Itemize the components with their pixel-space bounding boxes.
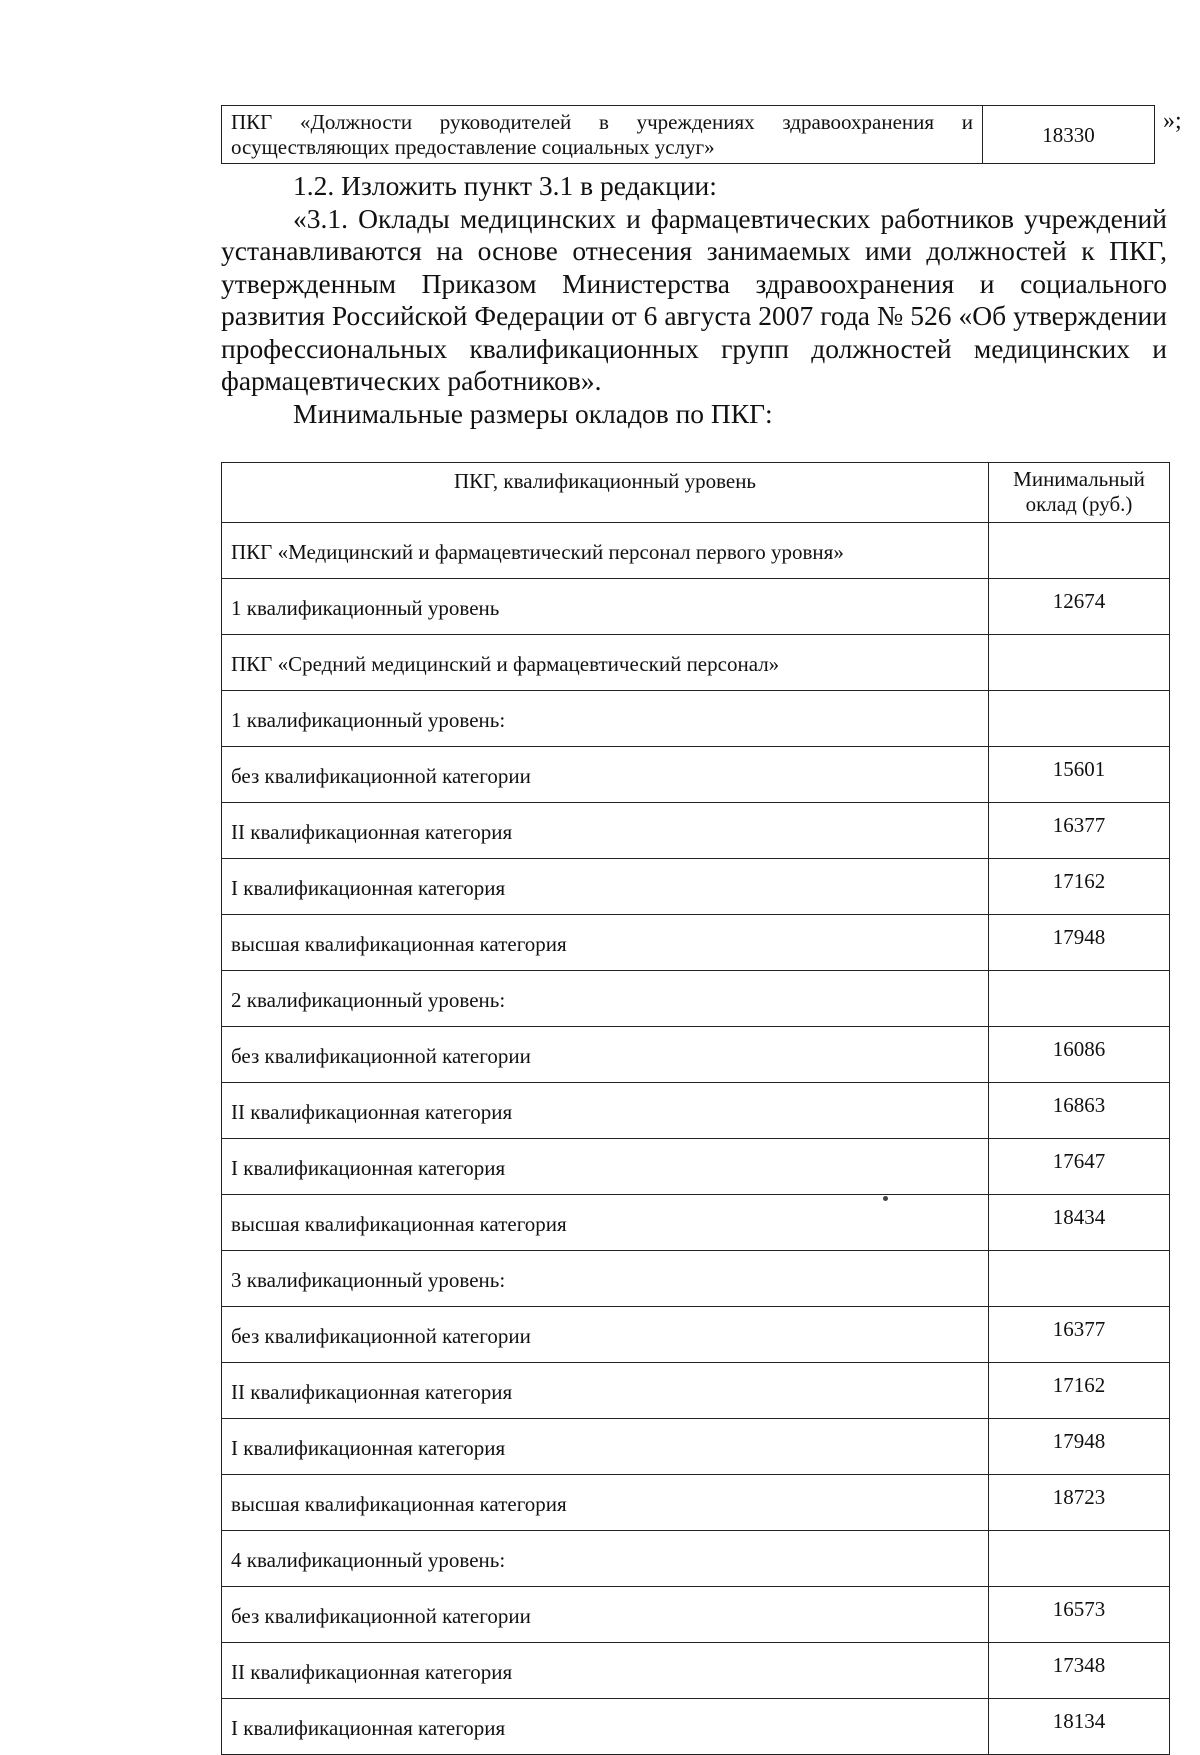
min-salary-cell: 18723 bbox=[989, 1475, 1170, 1531]
min-salary-cell: 17647 bbox=[989, 1139, 1170, 1195]
qualification-label-cell: II квалификационная категория bbox=[222, 803, 989, 859]
qualification-label-cell: без квалификационной категории bbox=[222, 1307, 989, 1363]
qualification-label-cell: ПКГ «Медицинский и фармацевтический персонал первого уровня» bbox=[222, 523, 989, 579]
min-salary-cell: 18134 bbox=[989, 1699, 1170, 1755]
table-row bbox=[222, 523, 1170, 579]
min-salary-cell: 16863 bbox=[989, 1083, 1170, 1139]
min-salary-cell bbox=[989, 1531, 1170, 1587]
table-row bbox=[222, 1307, 1170, 1363]
qualification-label-cell: без квалификационной категории bbox=[222, 747, 989, 803]
min-salary-cell: 17162 bbox=[989, 859, 1170, 915]
table-row bbox=[222, 635, 1170, 691]
min-salary-cell: 16086 bbox=[989, 1027, 1170, 1083]
table-row bbox=[222, 1027, 1170, 1083]
qualification-label-cell: II квалификационная категория bbox=[222, 1363, 989, 1419]
pkg-name-cell: ПКГ «Должности руководителей в учреждениях здравоохранения и осуществляющих предоставление социальных услуг» bbox=[222, 106, 983, 164]
qualification-label-cell: 3 квалификационный уровень: bbox=[222, 1251, 989, 1307]
table-row bbox=[222, 1531, 1170, 1587]
min-salary-cell: 17348 bbox=[989, 1643, 1170, 1699]
pkg-heads-table bbox=[221, 105, 1155, 164]
qualification-label-cell: 1 квалификационный уровень bbox=[222, 579, 989, 635]
table-row bbox=[222, 1419, 1170, 1475]
table-row bbox=[222, 1587, 1170, 1643]
table-row bbox=[222, 579, 1170, 635]
closing-quote-mark: »; bbox=[1163, 108, 1182, 134]
qualification-label-cell: без квалификационной категории bbox=[222, 1027, 989, 1083]
table-row bbox=[222, 915, 1170, 971]
min-salary-cell: 15601 bbox=[989, 747, 1170, 803]
paragraph-min-salaries: Минимальные размеры окладов по ПКГ: bbox=[293, 397, 773, 429]
min-salary-cell: 16377 bbox=[989, 1307, 1170, 1363]
qualification-label-cell: без квалификационной категории bbox=[222, 1587, 989, 1643]
scan-speck bbox=[883, 1196, 888, 1201]
salary-table bbox=[221, 462, 1170, 1755]
min-salary-cell: 16377 bbox=[989, 803, 1170, 859]
table-row bbox=[222, 106, 1155, 164]
min-salary-cell: 12674 bbox=[989, 579, 1170, 635]
min-salary-cell bbox=[989, 971, 1170, 1027]
table-row bbox=[222, 1251, 1170, 1307]
min-salary-cell: 17162 bbox=[989, 1363, 1170, 1419]
header-qualification-level: ПКГ, квалификационный уровень bbox=[222, 463, 989, 523]
min-salary-cell: 18434 bbox=[989, 1195, 1170, 1251]
table-row bbox=[222, 859, 1170, 915]
qualification-label-cell: I квалификационная категория bbox=[222, 1419, 989, 1475]
min-salary-cell bbox=[989, 1251, 1170, 1307]
document-body bbox=[221, 170, 1167, 430]
table-row bbox=[222, 1083, 1170, 1139]
table-row bbox=[222, 1195, 1170, 1251]
table-row bbox=[222, 691, 1170, 747]
min-salary-cell: 17948 bbox=[989, 915, 1170, 971]
min-salary-cell: 16573 bbox=[989, 1587, 1170, 1643]
qualification-label-cell: 4 квалификационный уровень: bbox=[222, 1531, 989, 1587]
qualification-label-cell: высшая квалификационная категория bbox=[222, 915, 989, 971]
qualification-label-cell: 1 квалификационный уровень: bbox=[222, 691, 989, 747]
table-row bbox=[222, 971, 1170, 1027]
min-salary-cell bbox=[989, 523, 1170, 579]
table-row bbox=[222, 1643, 1170, 1699]
qualification-label-cell: ПКГ «Средний медицинский и фармацевтический персонал» bbox=[222, 635, 989, 691]
table-row bbox=[222, 1699, 1170, 1755]
qualification-label-cell: I квалификационная категория bbox=[222, 859, 989, 915]
min-salary-cell: 17948 bbox=[989, 1419, 1170, 1475]
qualification-label-cell: I квалификационная категория bbox=[222, 1699, 989, 1755]
salary-value-cell: 18330 bbox=[983, 106, 1155, 164]
qualification-label-cell: I квалификационная категория bbox=[222, 1139, 989, 1195]
qualification-label-cell: II квалификационная категория bbox=[222, 1643, 989, 1699]
table-row bbox=[222, 803, 1170, 859]
header-min-salary: Минимальный оклад (руб.) bbox=[989, 463, 1170, 523]
table-row bbox=[222, 1363, 1170, 1419]
table-row bbox=[222, 1475, 1170, 1531]
qualification-label-cell: 2 квалификационный уровень: bbox=[222, 971, 989, 1027]
paragraph-section-3-1: «3.1. Оклады медицинских и фармацевтических работников учреждений устанавливаются на основе отнесения занимаемых ими должностей к ПКГ, утвержденным Приказом Министерства здравоохранения и социального развития Российской Федерации от 6 августа 2007 года № 526 «Об утверждении профессиональных квалификационных групп должностей медицинских и фармацевтических работников». bbox=[221, 202, 1167, 396]
qualification-label-cell: высшая квалификационная категория bbox=[222, 1475, 989, 1531]
qualification-label-cell: II квалификационная категория bbox=[222, 1083, 989, 1139]
min-salary-cell bbox=[989, 635, 1170, 691]
paragraph-item: 1.2. Изложить пункт 3.1 в редакции: bbox=[293, 170, 717, 201]
min-salary-cell bbox=[989, 691, 1170, 747]
table-row bbox=[222, 1139, 1170, 1195]
table-header-row bbox=[222, 463, 1170, 523]
table-row bbox=[222, 747, 1170, 803]
qualification-label-cell: высшая квалификационная категория bbox=[222, 1195, 989, 1251]
